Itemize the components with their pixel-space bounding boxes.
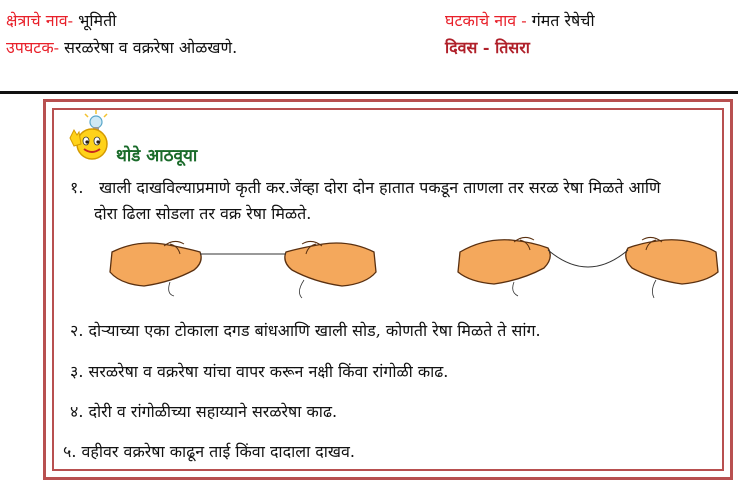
unit-line [445, 11, 595, 31]
day-label: दिवस - तिसरा [445, 38, 530, 57]
unit-value: गंमत रेषेची [531, 11, 595, 30]
smiley-lightbulb-icon [62, 108, 118, 164]
list-item-number: ३. [70, 362, 84, 381]
list-item-number: १. [70, 178, 84, 197]
list-item-text: सरळरेषा व वक्ररेषा यांचा वापर करून नक्षी किंवा रांगोळी काढ. [88, 362, 449, 381]
area-line [6, 11, 116, 31]
subunit-value: सरळरेषा व वक्ररेषा ओळखणे. [64, 38, 238, 57]
list-item-number: ५. [63, 442, 77, 461]
area-label: क्षेत्राचे नाव- [6, 11, 74, 30]
list-item-3 [70, 361, 448, 383]
list-item-1-continued: दोरा ढिला सोडला तर वक्र रेषा मिळते. [94, 204, 312, 223]
area-value: भूमिती [78, 11, 117, 30]
list-item-text: दोरी व रांगोळीच्या सहाय्याने सरळरेषा काढ. [88, 402, 338, 421]
list-item-number: ४. [70, 402, 84, 421]
hands-curved-thread-illustration [456, 226, 720, 300]
list-item-4 [70, 401, 337, 423]
subunit-line [6, 38, 237, 58]
day-line [445, 38, 530, 58]
activity-heading: थोडे आठवूया [116, 146, 198, 166]
list-item-1 [70, 177, 661, 199]
list-item-number: २. [70, 321, 84, 340]
subunit-label: उपघटक- [6, 38, 60, 57]
list-item-2 [70, 320, 541, 342]
header-divider [0, 91, 738, 94]
hands-straight-thread-illustration [108, 232, 378, 302]
unit-label: घटकाचे नाव - [445, 11, 527, 30]
list-item-5 [63, 441, 355, 463]
list-item-text: वहीवर वक्ररेषा काढून ताई किंवा दादाला दाखव. [81, 442, 356, 461]
list-item-text: खाली दाखविल्याप्रमाणे कृती कर.जेंव्हा दोरा दोन हातात पकडून ताणला तर सरळ रेषा मिळते आणि [99, 178, 661, 197]
list-item-text: दोऱ्याच्या एका टोकाला दगड बांधआणि खाली सोड, कोणती रेषा मिळते ते सांग. [88, 321, 541, 340]
